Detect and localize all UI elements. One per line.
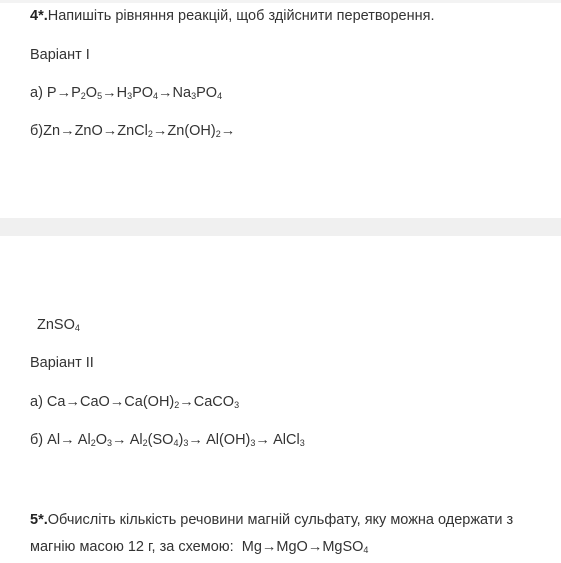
task4-number: 4*. (30, 8, 48, 24)
task4-heading (30, 7, 435, 25)
eq-part: Zn(OH) (167, 123, 216, 139)
eq-part: CaCO (193, 394, 235, 410)
arrow: → (60, 432, 78, 448)
arrow: → (109, 394, 125, 410)
subscript: 4 (74, 323, 80, 333)
eq-part: б) Al (30, 432, 61, 448)
eq-part: Al (129, 432, 143, 448)
carryover-product (37, 316, 80, 335)
page-break-band (0, 218, 561, 236)
subscript: 4 (153, 91, 159, 101)
arrow: → (56, 85, 72, 101)
eq-part: Al(OH) (206, 432, 251, 448)
subscript: 4 (217, 91, 223, 101)
arrow: → (112, 432, 130, 448)
variant1-equation-b (30, 122, 235, 141)
arrow: → (65, 394, 80, 410)
eq-part: H (116, 85, 128, 101)
subscript: 3 (299, 438, 305, 448)
subscript: 3 (183, 438, 189, 448)
eq-part: ZnSO (37, 317, 75, 333)
eq-part: ) (178, 432, 184, 448)
task5-text-line1: Обчисліть кількість речовини магній сульфату, яку можна одержати з (47, 512, 514, 528)
task4-text: Напишіть рівняння реакцій, щоб здійснити перетворення. (47, 8, 435, 24)
top-divider (0, 0, 561, 3)
arrow: → (188, 432, 207, 448)
variant2-equation-a (30, 393, 239, 412)
subscript: 4 (363, 545, 369, 555)
eq-part: Na (172, 85, 192, 101)
arrow: → (102, 123, 118, 139)
arrow: → (220, 123, 236, 139)
arrow: → (261, 539, 277, 555)
eq-part: CaO (79, 394, 110, 410)
subscript: 4 (173, 438, 179, 448)
eq-part: б)Zn (30, 123, 61, 139)
arrow: → (255, 432, 274, 448)
eq-part: PO (132, 85, 154, 101)
eq-part: Mg (241, 539, 262, 555)
variant1-equation-a (30, 84, 222, 103)
eq-part: P (71, 85, 81, 101)
subscript: 5 (97, 91, 103, 101)
subscript: 2 (90, 438, 96, 448)
subscript: 2 (174, 400, 180, 410)
arrow: → (179, 394, 194, 410)
eq-part: O (85, 85, 98, 101)
arrow: → (152, 123, 168, 139)
task5-line1 (30, 511, 513, 529)
variant2-equation-b (30, 431, 305, 450)
eq-part: а) P (30, 85, 57, 101)
eq-part: а) Ca (30, 394, 66, 410)
eq-part: AlCl (273, 432, 300, 448)
task5-line2 (30, 538, 368, 557)
subscript: 3 (234, 400, 240, 410)
eq-part: ZnO (74, 123, 103, 139)
eq-part: MgSO (322, 539, 364, 555)
arrow: → (60, 123, 75, 139)
eq-part: (SO (147, 432, 174, 448)
arrow: → (158, 85, 173, 101)
eq-part: Ca(OH) (124, 394, 175, 410)
variant2-title: Варіант II (30, 355, 94, 371)
subscript: 2 (147, 129, 153, 139)
eq-part: PO (196, 85, 218, 101)
subscript: 3 (107, 438, 113, 448)
eq-part: O (95, 432, 107, 448)
variant1-title: Варіант I (30, 47, 90, 63)
subscript: 2 (215, 129, 221, 139)
subscript: 2 (80, 91, 86, 101)
subscript: 3 (127, 91, 133, 101)
eq-part: MgO (276, 539, 308, 555)
subscript: 3 (250, 438, 256, 448)
task5-number: 5*. (30, 512, 48, 528)
subscript: 3 (191, 91, 197, 101)
arrow: → (307, 539, 323, 555)
eq-part: ZnCl (117, 123, 148, 139)
subscript: 2 (142, 438, 148, 448)
task5-text-line2: магнію масою 12 г, за схемою: (30, 539, 242, 555)
eq-part: Al (77, 432, 91, 448)
arrow: → (102, 85, 117, 101)
